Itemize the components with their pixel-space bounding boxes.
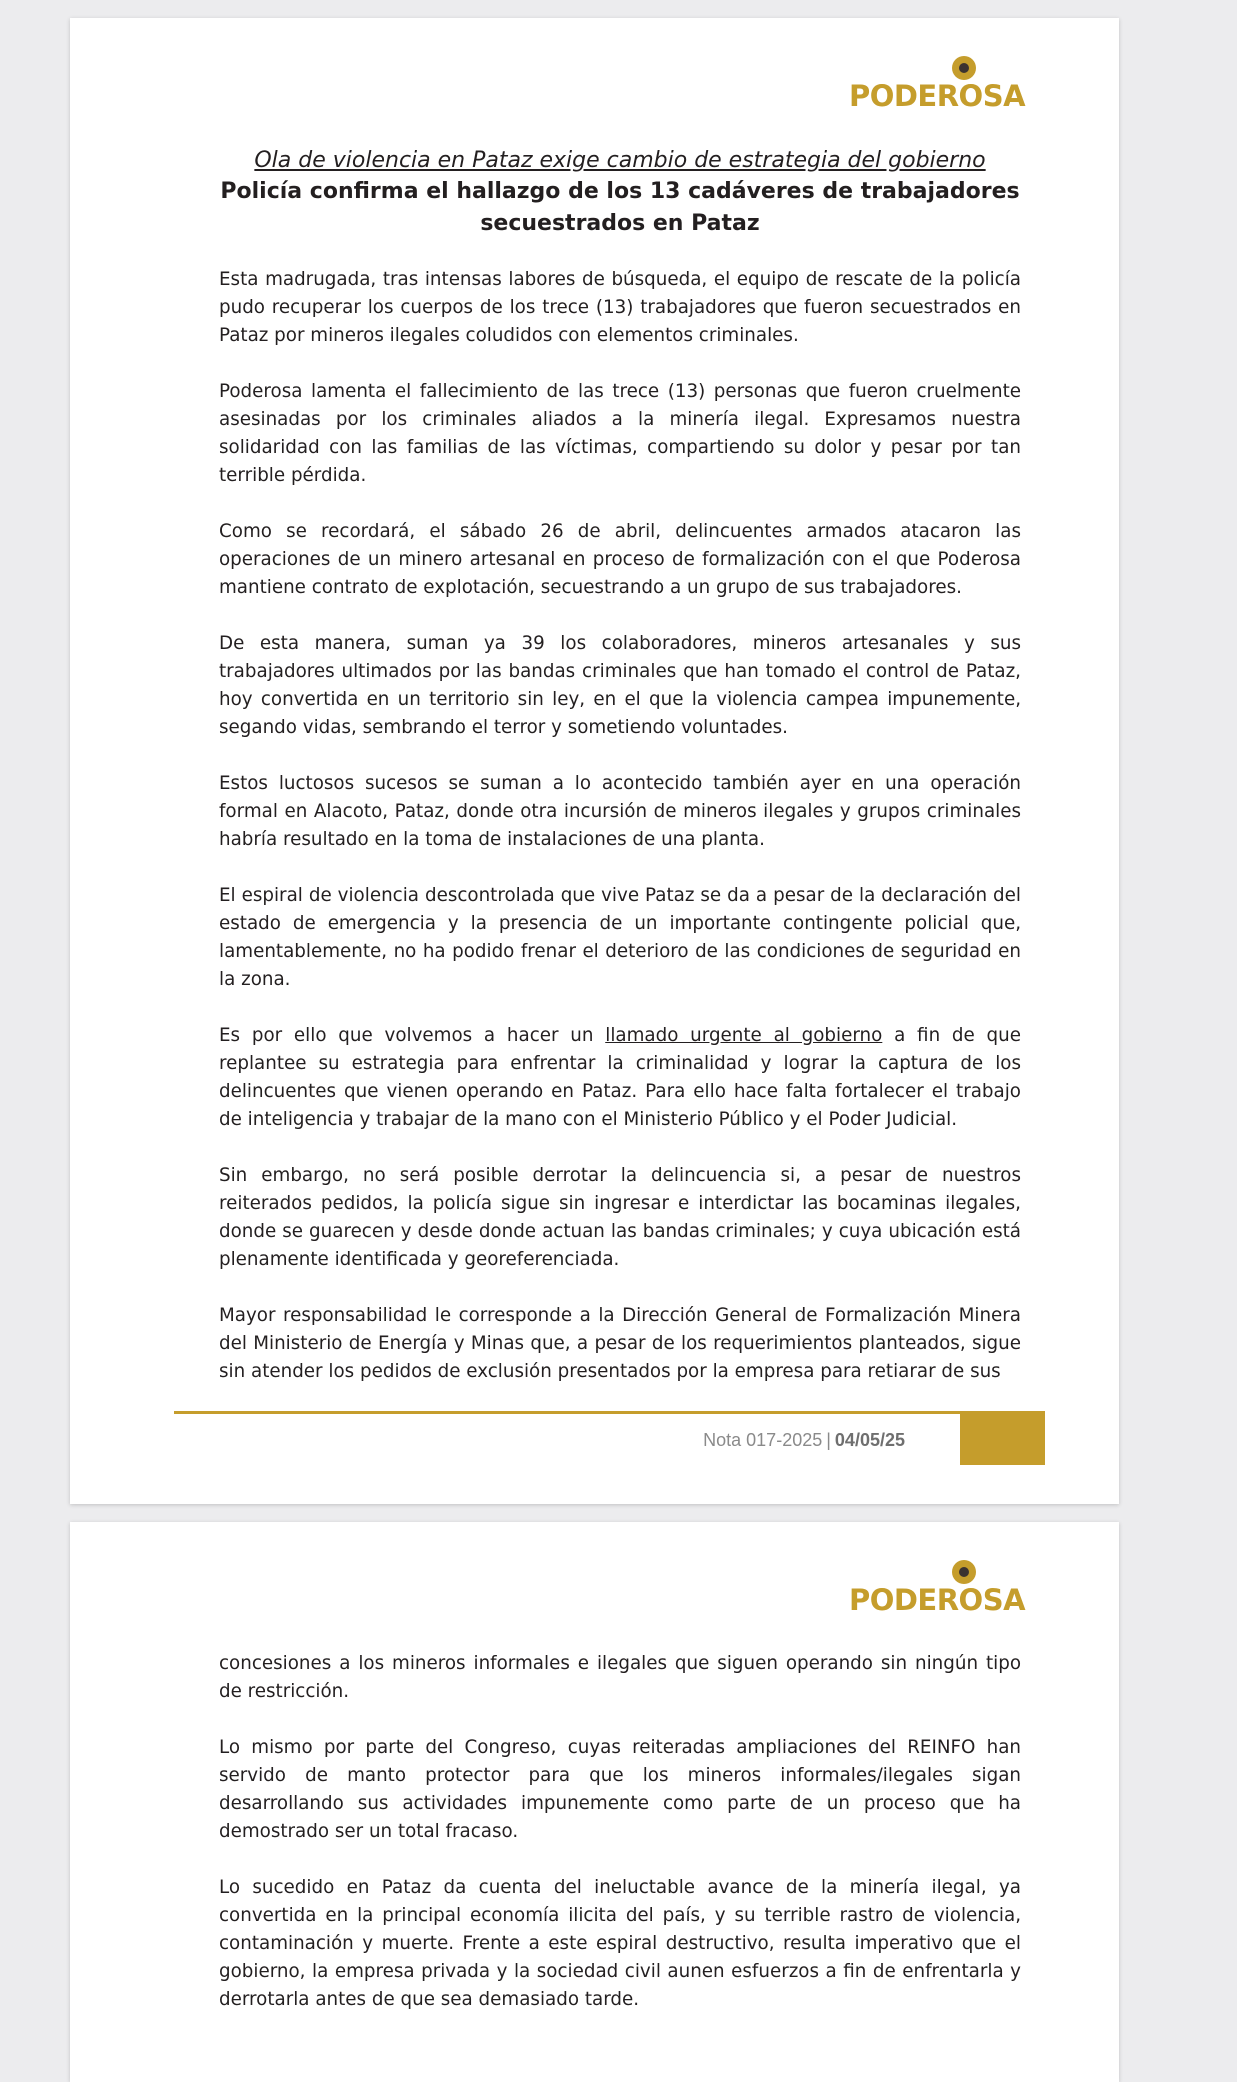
paragraph: concesiones a los mineros informales e ilegales que siguen operando sin ningún tipo de restricción. <box>219 1653 1021 1702</box>
poderosa-logo <box>837 56 1037 112</box>
page-1-content <box>219 146 1021 1386</box>
footer-divider <box>174 1411 1030 1414</box>
paragraph-text: Es por ello que volvemos a hacer un <box>219 1025 606 1046</box>
paragraph: Como se recordará, el sábado 26 de abril, delincuentes armados atacaron las operaciones de un minero artesanal en proceso de formalización con el que Poderosa mantiene contrato de explotación, secuestrando a un grupo de sus trabajadores. <box>219 521 1021 598</box>
paragraph: De esta manera, suman ya 39 los colaboradores, mineros artesanales y sus trabajadores ultimados por las bandas criminales que han tomado el control de Pataz, hoy convertida en un territorio sin ley, en el que la violencia campea impunemente, segando vidas, sembrando el terror y sometiendo voluntades. <box>219 633 1021 738</box>
paragraph: Sin embargo, no será posible derrotar la delincuencia si, a pesar de nuestros reiterados pedidos, la policía sigue sin ingresar e interdictar las bocaminas ilegales, donde se guarecen y desde donde actuan las bandas criminales; y cuya ubicación está plenamente identificada y georeferenciada. <box>219 1165 1021 1270</box>
poderosa-logo <box>837 1560 1037 1616</box>
note-number: Nota 017-2025 <box>703 1430 823 1450</box>
footer-note <box>703 1430 905 1451</box>
logo-wordmark: PODEROSA <box>848 1583 1026 1617</box>
paragraph-call-to-government <box>219 1022 1021 1134</box>
logo-mark-icon <box>952 56 976 80</box>
logo-mark-icon <box>952 1560 976 1584</box>
paragraph: Poderosa lamenta el fallecimiento de las trece (13) personas que fueron cruelmente asesinadas por los criminales aliados a la minería ilegal. Expresamos nuestra solidaridad con las familias de las víctimas, compartiendo su dolor y pesar por tan terrible pérdida. <box>219 381 1021 486</box>
document-page-1 <box>70 18 1119 1504</box>
footer-separator: | <box>826 1430 831 1450</box>
note-date: 04/05/25 <box>834 1430 905 1450</box>
logo-wordmark: PODEROSA <box>848 79 1026 113</box>
paragraph: Estos luctosos sucesos se suman a lo acontecido también ayer en una operación formal en Alacoto, Pataz, donde otra incursión de mineros ilegales y grupos criminales habría resultado en la toma de instalaciones de una planta. <box>219 773 1021 850</box>
headline: Policía confirma el hallazgo de los 13 cadáveres de trabajadores secuestrados en Pataz <box>220 179 1020 236</box>
page-2-content <box>219 1650 1021 2042</box>
paragraph: El espiral de violencia descontrolada que vive Pataz se da a pesar de la declaración del estado de emergencia y la presencia de un importante contingente policial que, lamentablemente, no ha podido frenar el deterioro de las condiciones de seguridad en la zona. <box>219 885 1021 990</box>
paragraph: Lo sucedido en Pataz da cuenta del ineluctable avance de la minería ilegal, ya convertida en la principal economía ilicita del país, y su terrible rastro de violencia, contaminación y muerte. Frente a este espiral destructivo, resulta imperativo que el gobierno, la empresa privada y la sociedad civil aunen esfuerzos a fin de enfrentarla y derrotarla antes de que sea demasiado tarde. <box>219 1877 1021 2010</box>
paragraph: Lo mismo por parte del Congreso, cuyas reiteradas ampliaciones del REINFO han servido de manto protector para que los mineros informales/ilegales sigan desarrollando sus actividades impunemente como parte de un proceso que ha demostrado ser un total fracaso. <box>219 1737 1021 1842</box>
footer-accent-block <box>960 1411 1045 1465</box>
paragraph: Mayor responsabilidad le corresponde a la Dirección General de Formalización Minera del Ministerio de Energía y Minas que, a pesar de los requerimientos planteados, sigue sin atender los pedidos de exclusión presentados por la empresa para retiarar de sus <box>219 1305 1021 1382</box>
underlined-phrase: llamado urgente al gobierno <box>605 1025 883 1046</box>
paragraph: Esta madrugada, tras intensas labores de búsqueda, el equipo de rescate de la policía pudo recuperar los cuerpos de los trece (13) trabajadores que fueron secuestrados en Pataz por mineros ilegales coludidos con elementos criminales. <box>219 269 1021 346</box>
kicker-title: Ola de violencia en Pataz exige cambio de estrategia del gobierno <box>254 148 986 173</box>
paragraph-text: a fin de que replantee su estrategia para enfrentar la criminalidad y lograr la captura de los delincuentes que vienen operando en Pataz. Para ello hace falta fortalecer el trabajo de inteligencia y trabajar de la mano con el Ministerio Público y el Poder Judicial. <box>219 1025 1021 1130</box>
document-page-2 <box>70 1522 1119 2082</box>
